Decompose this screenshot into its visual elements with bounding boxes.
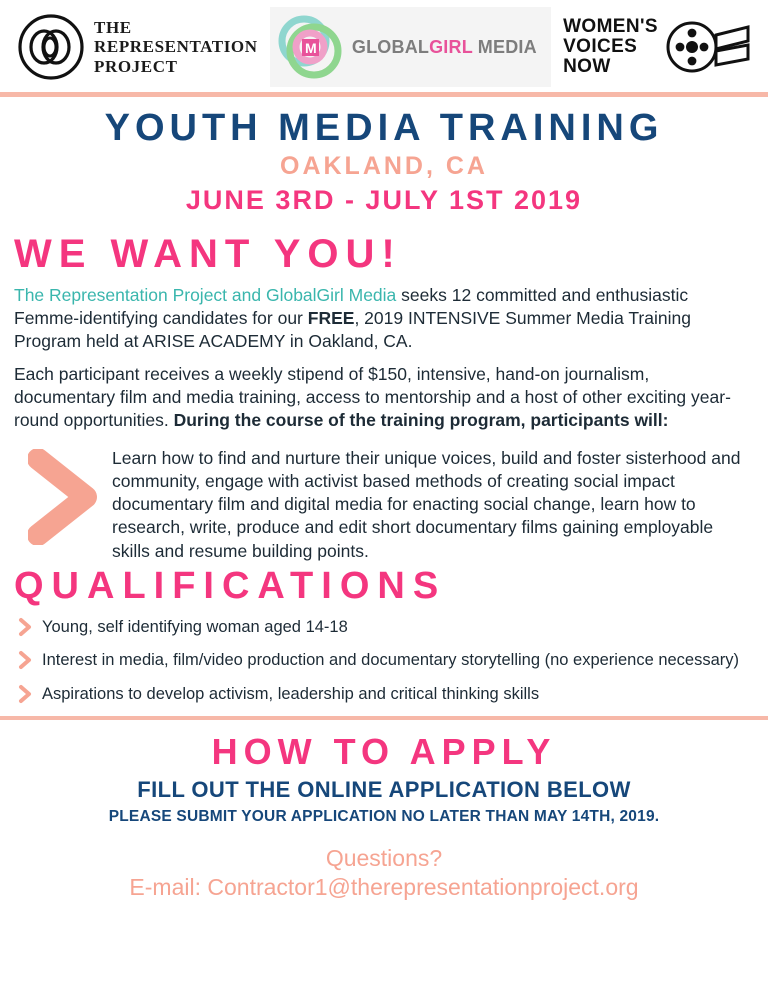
logo-the-representation-project [18, 14, 258, 80]
globalgirl-g-icon [274, 11, 346, 83]
questions-label: Questions? [325, 845, 443, 872]
wvn-line3: NOW [563, 55, 611, 77]
contact-email[interactable]: E-mail: Contractor1@therepresentationproject.org [129, 873, 639, 900]
list-item [18, 682, 754, 708]
intro-paragraph [14, 284, 754, 353]
trp-wordmark [94, 18, 258, 75]
we-want-you-heading: WE WANT YOU! [14, 232, 402, 276]
wvn-line1: WOMEN'S [563, 16, 658, 38]
svg-text:M: M [304, 40, 317, 56]
how-to-apply-heading: HOW TO APPLY [211, 730, 557, 772]
stipend-paragraph [14, 363, 754, 432]
spiral-logo-icon [18, 14, 84, 80]
apply-section [0, 720, 768, 902]
logo-globalgirl-media [270, 7, 551, 87]
logo-womens-voices-now [563, 17, 750, 77]
list-item [18, 615, 754, 641]
free-emphasis: FREE [307, 308, 355, 329]
wvn-wordmark [563, 17, 658, 77]
ggm-girl: GIRL [429, 36, 473, 57]
qualification-text: Interest in media, film/video production and documentary storytelling (no experience necessary) [42, 651, 740, 670]
trp-line2: REPRESENTATION [94, 37, 258, 57]
chevron-right-icon [28, 449, 100, 545]
chevron-right-icon [18, 684, 32, 704]
apply-deadline: PLEASE SUBMIT YOUR APPLICATION NO LATER THAN MAY 14TH, 2019. [108, 808, 660, 826]
ggm-global: GLOBAL [351, 36, 430, 57]
title-dates: JUNE 3RD - JULY 1ST 2019 [185, 185, 583, 215]
stipend-text: Each participant receives a weekly stipend of $150, intensive, hand-on journalism, documentary film and media training, access to mentorship and a host of other exciting year-round opportunities. [14, 364, 731, 431]
title-block [0, 97, 768, 220]
globalgirl-wordmark [352, 37, 537, 58]
callout-text: Learn how to find and nurture their unique voices, build and foster sisterhood and community, engage with activist based methods of creating social impact documentary film and digital media for enacting social change, learn how to research, write, produce and edit short documentary films gaining employable skills and resume building points. [112, 447, 741, 561]
list-item [18, 648, 754, 674]
logo-band [0, 0, 768, 92]
page-title: YOUTH MEDIA TRAINING [104, 107, 664, 149]
apply-subheading: FILL OUT THE ONLINE APPLICATION BELOW [137, 777, 631, 803]
film-reel-icon [666, 21, 750, 73]
body-content [0, 220, 768, 708]
qualification-text: Aspirations to develop activism, leadership and critical thinking skills [42, 685, 540, 704]
chevron-right-icon [18, 617, 32, 637]
intro-rest-1: seeks 12 committed and enthusiastic Femme-identifying candidates for our [14, 285, 689, 329]
chevron-right-icon [18, 650, 32, 670]
wvn-line2: VOICES [563, 36, 638, 58]
trp-line1: THE [94, 18, 132, 38]
qualification-text: Young, self identifying woman aged 14-18 [42, 617, 348, 636]
title-location: OAKLAND, CA [280, 152, 488, 180]
intro-rest-2: , 2019 INTENSIVE Summer Media Training Program held at ARISE ACADEMY in Oakland, CA. [14, 308, 691, 352]
ggm-media: MEDIA [472, 36, 537, 57]
callout-block [14, 445, 754, 563]
trp-line3: PROJECT [94, 56, 178, 76]
partner-orgs: The Representation Project and GlobalGirl Media [14, 285, 397, 305]
stipend-bold: During the course of the training program, participants will: [173, 410, 669, 431]
qualifications-list [14, 615, 754, 708]
qualifications-heading: QUALIFICATIONS [14, 564, 447, 607]
